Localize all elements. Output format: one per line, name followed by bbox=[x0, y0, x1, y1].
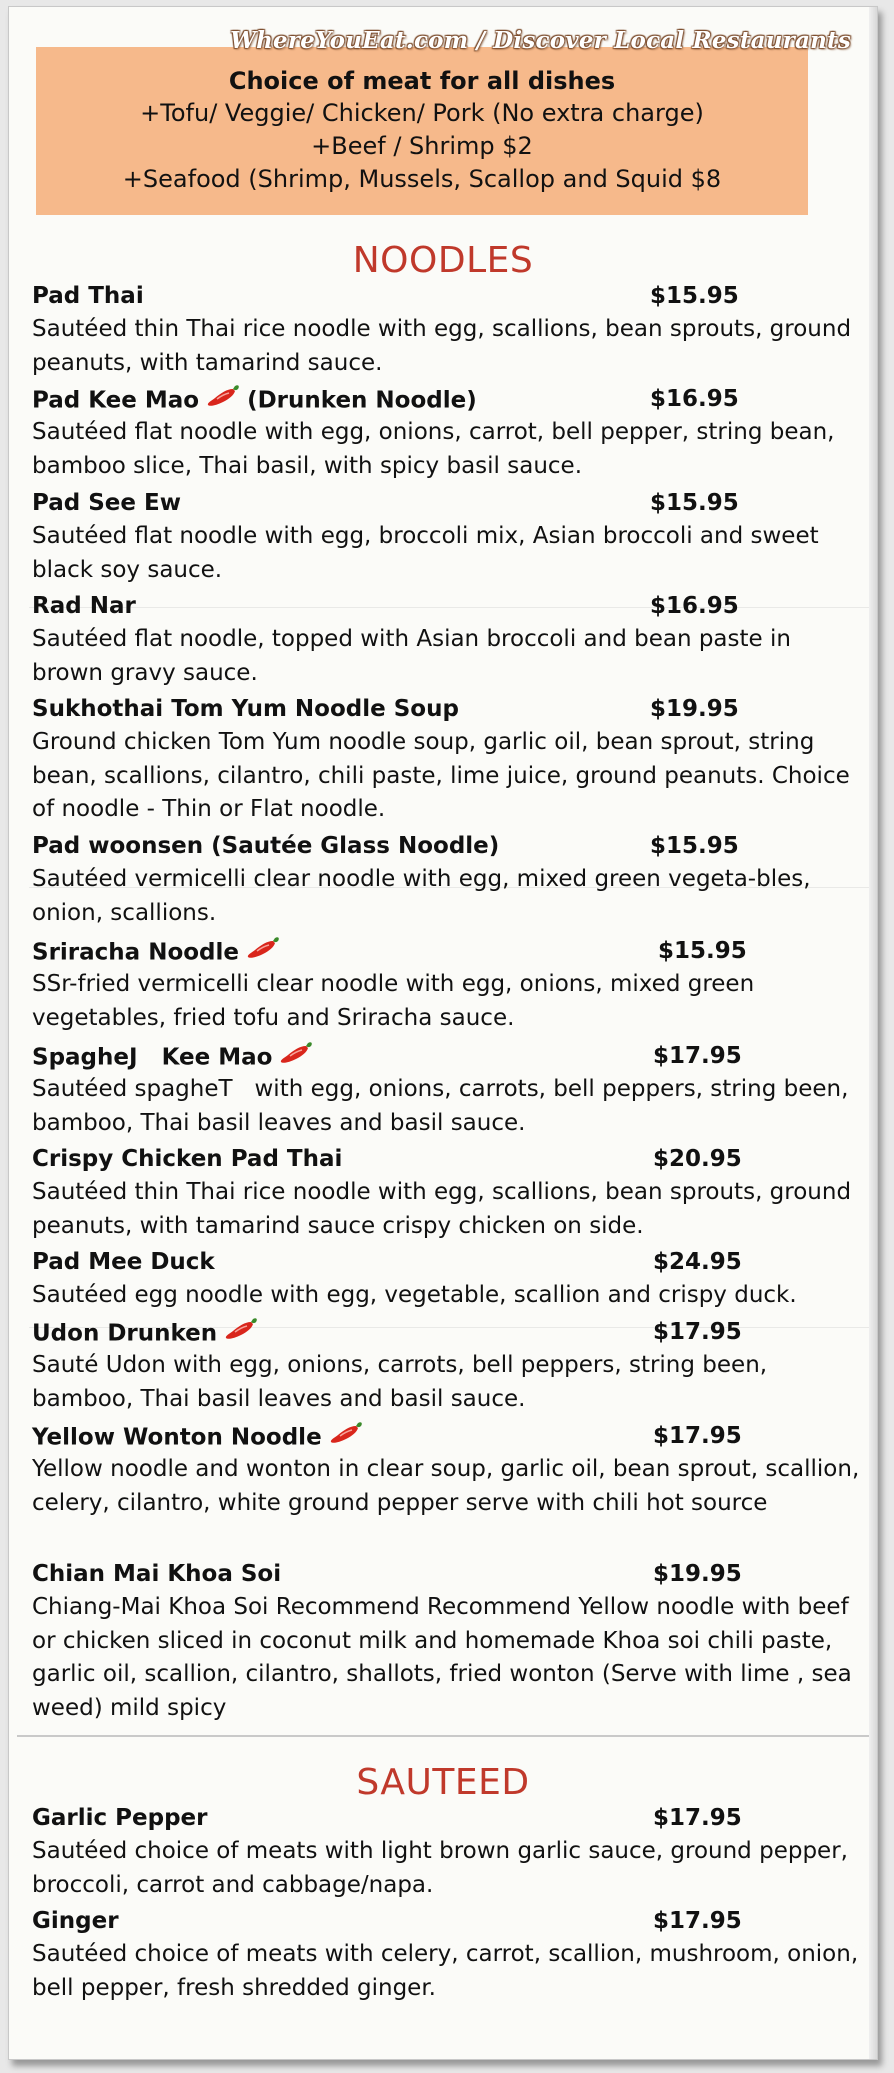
menu-item bbox=[32, 830, 862, 930]
chili-pepper-icon bbox=[328, 1420, 364, 1456]
item-description: Sautéed choice of meats with light brown garlic sauce, ground pepper, broccoli, carrot and cabbage/napa. bbox=[32, 1838, 848, 1898]
item-name: Yellow Wonton Noodle bbox=[32, 1420, 370, 1456]
menu-item bbox=[32, 1558, 862, 1725]
watermark: WhereYouEat.com / Discover Local Restaurants bbox=[230, 27, 851, 54]
item-name: SpagheJ Kee Mao bbox=[32, 1040, 320, 1076]
item-price: $15.95 bbox=[650, 283, 739, 309]
item-name: Rad Nar bbox=[32, 593, 136, 619]
item-price: $24.95 bbox=[653, 1249, 742, 1275]
meat-choice-line: +Beef / Shrimp $2 bbox=[311, 132, 533, 160]
meat-choice-line: +Seafood (Shrimp, Mussels, Scallop and Squid $8 bbox=[122, 165, 722, 193]
item-description: Ground chicken Tom Yum noodle soup, garlic oil, bean sprout, string bean, scallions, cilantro, chili paste, lime juice, ground peanuts. Choice of noodle - Thin or Flat noodle. bbox=[32, 729, 850, 822]
item-name: Pad woonsen (Sautée Glass Noodle) bbox=[32, 833, 500, 859]
item-name: Sukhothai Tom Yum Noodle Soup bbox=[32, 696, 459, 722]
item-price: $15.95 bbox=[658, 938, 747, 964]
menu-item bbox=[32, 1040, 862, 1140]
item-price: $17.95 bbox=[653, 1908, 742, 1934]
meat-choice-title: Choice of meat for all dishes bbox=[228, 67, 616, 95]
item-description: Sautéed flat noodle with egg, onions, carrot, bell pepper, string bean, bamboo slice, Thai basil, with spicy basil sauce. bbox=[32, 419, 835, 479]
menu-item bbox=[32, 590, 862, 690]
menu-item bbox=[32, 1246, 862, 1313]
meat-choice-line: +Tofu/ Veggie/ Chicken/ Pork (No extra charge) bbox=[140, 99, 704, 127]
menu-item bbox=[32, 487, 862, 587]
item-price: $19.95 bbox=[650, 696, 739, 722]
item-name: Chian Mai Khoa Soi bbox=[32, 1561, 282, 1587]
menu-page bbox=[8, 6, 878, 2060]
page-edge bbox=[869, 7, 877, 2059]
item-description: Sautéed flat noodle, topped with Asian broccoli and bean paste in brown gravy sauce. bbox=[32, 626, 791, 686]
chili-pepper-icon bbox=[278, 1040, 314, 1076]
item-description: SSr-fried vermicelli clear noodle with egg, onions, mixed green vegetables, fried tofu and Sriracha sauce. bbox=[32, 971, 755, 1031]
item-description: Sautéed choice of meats with celery, carrot, scallion, mushroom, onion, bell pepper, fresh shredded ginger. bbox=[32, 1941, 859, 2001]
item-description: Chiang-Mai Khoa Soi Recommend Recommend Yellow noodle with beef or chicken sliced in coconut milk and homemade Khoa soi chili paste, garlic oil, scallion, cilantro, shallots, fried wonton (Serve with lime , sea weed) mild spicy bbox=[32, 1594, 852, 1721]
item-name: Ginger bbox=[32, 1908, 119, 1934]
item-name: Pad Mee Duck bbox=[32, 1249, 215, 1275]
item-description: Sautéed flat noodle with egg, broccoli mix, Asian broccoli and sweet black soy sauce. bbox=[32, 523, 819, 583]
item-name: Pad See Ew bbox=[32, 490, 181, 516]
item-description: Sautéed vermicelli clear noodle with egg, mixed green vegeta-bles, onion, scallions. bbox=[32, 866, 811, 926]
item-name: Pad Kee Mao (Drunken Noodle) bbox=[32, 383, 477, 419]
section-title-sauteed: SAUTEED bbox=[356, 1762, 530, 1803]
menu-item bbox=[32, 1802, 862, 1902]
meat-choice-box bbox=[36, 47, 808, 215]
menu-item bbox=[32, 935, 862, 1035]
item-price: $17.95 bbox=[653, 1043, 742, 1069]
item-price: $15.95 bbox=[650, 833, 739, 859]
item-description: Sautéed egg noodle with egg, vegetable, scallion and crispy duck. bbox=[32, 1282, 797, 1308]
item-description: Yellow noodle and wonton in clear soup, garlic oil, bean sprout, scallion, celery, cilantro, white ground pepper serve with chili hot source bbox=[32, 1456, 860, 1516]
chili-pepper-icon bbox=[223, 1316, 259, 1352]
section-title-noodles: NOODLES bbox=[352, 240, 534, 281]
item-name: Garlic Pepper bbox=[32, 1805, 208, 1831]
item-price: $20.95 bbox=[653, 1146, 742, 1172]
menu-item bbox=[32, 1905, 862, 2005]
item-price: $19.95 bbox=[653, 1561, 742, 1587]
item-description: Sauté Udon with egg, onions, carrots, bell peppers, string been, bamboo, Thai basil leaves and basil sauce. bbox=[32, 1352, 768, 1412]
item-description: Sautéed thin Thai rice noodle with egg, scallions, bean sprouts, ground peanuts, with tamarind sauce crispy chicken on side. bbox=[32, 1179, 852, 1239]
item-price: $16.95 bbox=[650, 593, 739, 619]
item-description: Sautéed spagheT with egg, onions, carrots, bell peppers, string been, bamboo, Thai basil leaves and basil sauce. bbox=[32, 1076, 856, 1136]
chili-pepper-icon bbox=[205, 383, 241, 419]
item-price: $17.95 bbox=[653, 1423, 742, 1449]
chili-pepper-icon bbox=[245, 935, 281, 971]
menu-item bbox=[32, 1420, 862, 1520]
menu-item bbox=[32, 280, 862, 380]
menu-item bbox=[32, 1143, 862, 1243]
menu-item bbox=[32, 383, 862, 483]
item-price: $16.95 bbox=[650, 386, 739, 412]
item-name: Udon Drunken bbox=[32, 1316, 265, 1352]
menu-item bbox=[32, 693, 862, 827]
item-price: $17.95 bbox=[653, 1805, 742, 1831]
section-divider bbox=[17, 1735, 869, 1737]
item-name: Crispy Chicken Pad Thai bbox=[32, 1146, 343, 1172]
item-name: Pad Thai bbox=[32, 283, 144, 309]
item-description: Sautéed thin Thai rice noodle with egg, scallions, bean sprouts, ground peanuts, with tamarind sauce. bbox=[32, 316, 852, 376]
item-price: $15.95 bbox=[650, 490, 739, 516]
item-name: Sriracha Noodle bbox=[32, 935, 287, 971]
item-price: $17.95 bbox=[653, 1319, 742, 1345]
menu-item bbox=[32, 1316, 862, 1416]
